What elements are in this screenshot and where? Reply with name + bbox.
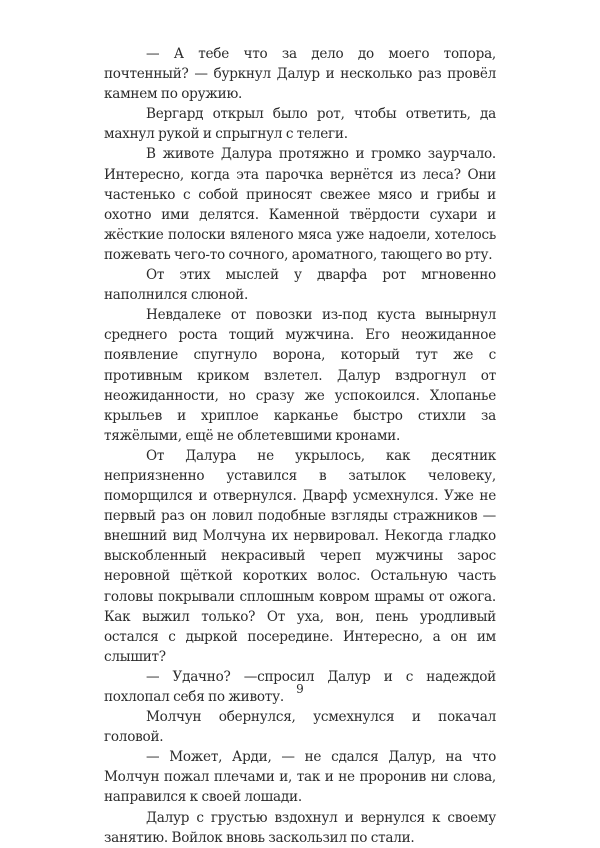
paragraph: Молчун обернулся, усмехнулся и покачал головой. bbox=[104, 709, 496, 746]
page-number: 9 bbox=[296, 682, 304, 696]
paragraph: Далур с грустью вздохнул и вернулся к своему занятию. Войлок вновь заскользил по стали. bbox=[104, 809, 496, 846]
paragraph: — Удачно? —спросил Далур и с надеждой похлопал себя по животу. bbox=[104, 668, 496, 705]
paragraph: — Может, Арди, — не сдался Далур, на что Молчун пожал плечами и, так и не проронив ни слова, направился к своей лошади. bbox=[104, 749, 496, 806]
paragraph: В животе Далура протяжно и громко заурчало. Интересно, когда эта парочка вернётся из леса? Они частенько с собой приносят свежее мясо и грибы и охотно ими делятся. Каменной твёрдости сухари и жёсткие полоски вяленого мяса уже надоели, хотелось пожевать чего-то сочного, ароматного, тающего во рту. bbox=[104, 146, 496, 263]
paragraph: От Далура не укрылось, как десятник неприязненно уставился в затылок человеку, поморщился и отвернулся. Дварф усмехнулся. Уже не первый раз он ловил подобные взгляды стражников — внешний вид Молчуна их нервировал. Некогда гладко выскобленный некрасивый череп мужчины зарос неровной щёткой коротких волос. Остальную часть головы покрывали сплошным ковром шрамы от ожога. Как выжил только? От уха, вон, пень уродливый остался с дыркой посередине. Интересно, а он им слышит? bbox=[104, 447, 496, 665]
paragraph: — А тебе что за дело до моего топора, почтенный? — буркнул Далур и несколько раз провёл камнем по оружию. bbox=[104, 46, 496, 103]
paragraph: Невдалеке от повозки из-под куста вынырнул среднего роста тощий мужчина. Его неожиданное появление спугнуло ворона, который тут же с противным криком взлетел. Далур вздрогнул от неожиданности, но сразу же успокоился. Хлопанье крыльев и хриплое карканье быстро стихли за тяжёлыми, ещё не облетевшими кронами. bbox=[104, 307, 496, 444]
paragraph: От этих мыслей у дварфа рот мгновенно наполнился слюной. bbox=[104, 267, 496, 304]
paragraph: Вергард открыл было рот, чтобы ответить, да махнул рукой и спрыгнул с телеги. bbox=[104, 106, 496, 143]
page-body-text bbox=[104, 44, 496, 848]
